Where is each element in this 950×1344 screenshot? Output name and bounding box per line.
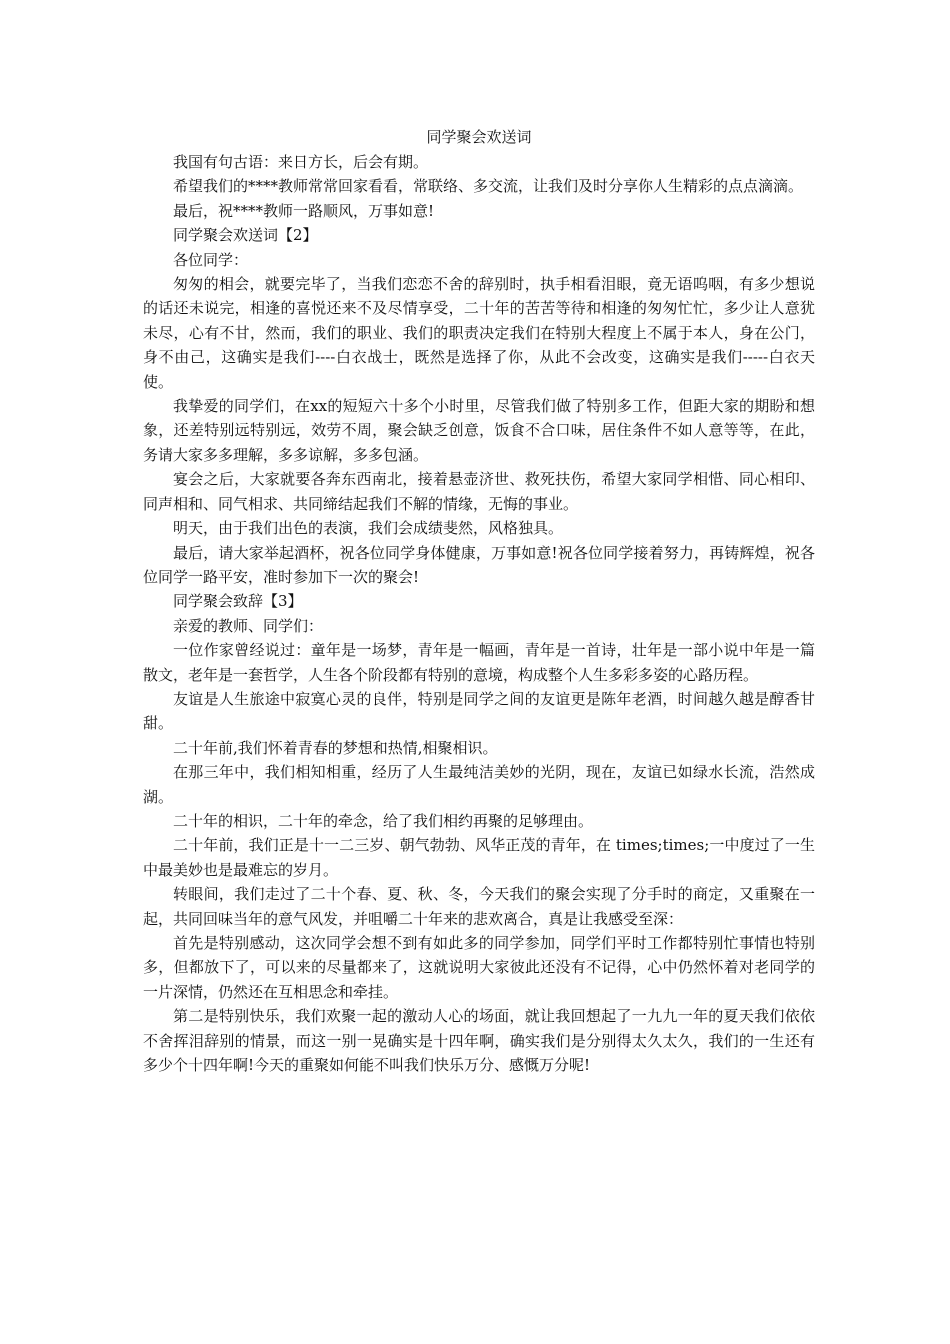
paragraph: 我挚爱的同学们，在xx的短短六十多个小时里，尽管我们做了特别多工作，但距大家的期盼和想象，还差特别远特别远，效劳不周，聚会缺乏创意，饭食不合口味，居住条件不如人意等等，在此，务请大家多多理解，多多谅解，多多包涵。 xyxy=(143,397,815,464)
paragraph: 明天，由于我们出色的表演，我们会成绩斐然，风格独具。 xyxy=(173,519,564,538)
paragraph: 希望我们的****教师常常回家看看，常联络、多交流，让我们及时分享你人生精彩的点点滴滴。 xyxy=(173,177,804,196)
paragraph: 首先是特别感动，这次同学会想不到有如此多的同学参加，同学们平时工作都特别忙事情也特别多，但都放下了，可以来的尽量都来了，这就说明大家彼此还没有不记得，心中仍然怀着对老同学的一片深情，仍然还在互相思念和牵挂。 xyxy=(143,934,815,1001)
paragraph: 二十年的相识，二十年的牵念，给了我们相约再聚的足够理由。 xyxy=(173,811,594,830)
paragraph: 同学聚会致辞【3】 xyxy=(173,592,303,611)
paragraph: 最后，祝****教师一路顺风，万事如意! xyxy=(173,201,435,220)
paragraph: 同学聚会欢送词【2】 xyxy=(173,226,318,245)
paragraph: 匆匆的相会，就要完毕了，当我们恋恋不舍的辞别时，执手相看泪眼，竟无语呜咽，有多少想说的话还未说完，相逢的喜悦还来不及尽情享受，二十年的苦苦等待和相逢的匆匆忙忙，多少让人意犹未尽，心有不甘，然而，我们的职业、我们的职责决定我们在特别大程度上不属于本人，身在公门，身不由己，这确实是我们----白衣战士，既然是选择了你，从此不会改变，这确实是我们-----白衣天使。 xyxy=(143,275,815,391)
paragraph: 我国有句古语：来日方长，后会有期。 xyxy=(173,153,429,171)
paragraph: 最后，请大家举起酒杯，祝各位同学身体健康，万事如意!祝各位同学接着努力，再铸辉煌，祝各位同学一路平安，准时参加下一次的聚会! xyxy=(143,543,815,586)
paragraph: 各位同学： xyxy=(173,250,249,269)
paragraph: 在那三年中，我们相知相重，经历了人生最纯洁美妙的光阴，现在，友谊已如绿水长流，浩然成湖。 xyxy=(143,763,815,806)
paragraph: 第二是特别快乐，我们欢聚一起的激动人心的场面，就让我回想起了一九九一年的夏天我们依依不舍挥泪辞别的情景，而这一别一晃确实是十四年啊，确实我们是分别得太久太久，我们的一生还有多少个十四年啊!今天的重聚如何能不叫我们快乐万分、感慨万分呢! xyxy=(143,1007,815,1075)
document-body xyxy=(143,150,815,1077)
paragraph: 友谊是人生旅途中寂寞心灵的良伴，特别是同学之间的友谊更是陈年老酒，时间越久越是醇香甘甜。 xyxy=(143,689,815,733)
paragraph: 二十年前,我们怀着青春的梦想和热情,相聚相识。 xyxy=(173,738,498,757)
paragraph: 转眼间，我们走过了二十个春、夏、秋、冬，今天我们的聚会实现了分手时的商定，又重聚在一起，共同回味当年的意气风发，并咀嚼二十年来的悲欢离合，真是让我感受至深： xyxy=(143,885,815,928)
paragraph: 宴会之后，大家就要各奔东西南北，接着悬壶济世、救死扶伤，希望大家同学相惜、同心相印、同声相和、同气相求、共同缔结起我们不解的情缘，无悔的事业。 xyxy=(143,470,815,513)
document-title: 同学聚会欢送词 xyxy=(426,128,532,146)
document-page xyxy=(143,124,815,1077)
paragraph: 二十年前，我们正是十一二三岁、朝气勃勃、风华正茂的青年，在 times;times;一中度过了一生中最美妙也是最难忘的岁月。 xyxy=(143,836,815,879)
paragraph: 一位作家曾经说过：童年是一场梦，青年是一幅画，青年是一首诗，壮年是一部小说中年是一篇散文，老年是一套哲学，人生各个阶段都有特别的意境，构成整个人生多彩多姿的心路历程。 xyxy=(143,641,815,684)
paragraph: 亲爱的教师、同学们： xyxy=(173,616,324,635)
